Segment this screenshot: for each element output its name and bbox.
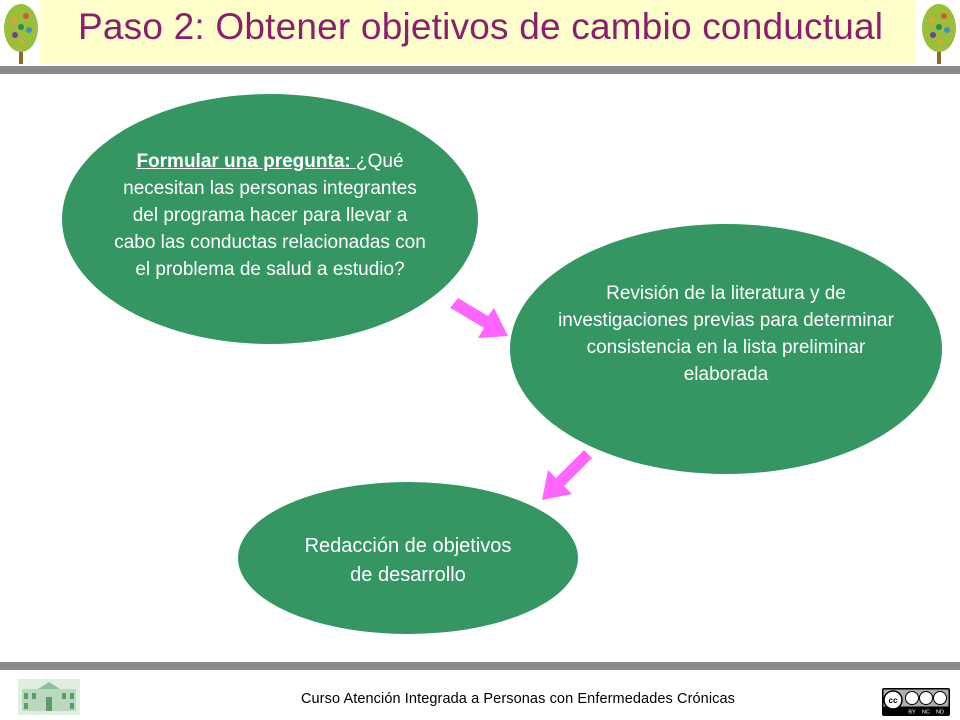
step-ellipse-question: Formular una pregunta: ¿Qué necesitan las personas integrantes del programa hacer para llevar a cabo las conductas relacionadas con el problema de salud a estudio? bbox=[62, 94, 478, 344]
svg-text:cc: cc bbox=[888, 696, 898, 705]
tree-logo-icon bbox=[920, 2, 958, 66]
creative-commons-license-icon[interactable] bbox=[882, 688, 950, 716]
arrow-step2-to-step3-icon bbox=[534, 448, 594, 504]
tree-logo-icon bbox=[2, 2, 40, 66]
question-lead: Formular una pregunta: bbox=[136, 150, 357, 172]
footer-course-name: Curso Atención Integrada a Personas con Enfermedades Crónicas bbox=[300, 691, 736, 707]
license-by-label: BY bbox=[908, 709, 916, 716]
arrow-step1-to-step2-icon bbox=[446, 296, 516, 346]
license-nc-label: NC bbox=[922, 709, 930, 716]
top-divider bbox=[0, 66, 960, 74]
step-ellipse-objectives: Redacción de objetivos de desarrollo bbox=[238, 482, 578, 634]
license-nd-label: ND bbox=[936, 709, 944, 716]
step-ellipse-literature-review: Revisión de la literatura y de investigaciones previas para determinar consistencia en la lista preliminar elaborada bbox=[510, 224, 942, 474]
bottom-divider bbox=[0, 662, 960, 670]
slide-title: Paso 2: Obtener objetivos de cambio conductual bbox=[78, 6, 884, 47]
